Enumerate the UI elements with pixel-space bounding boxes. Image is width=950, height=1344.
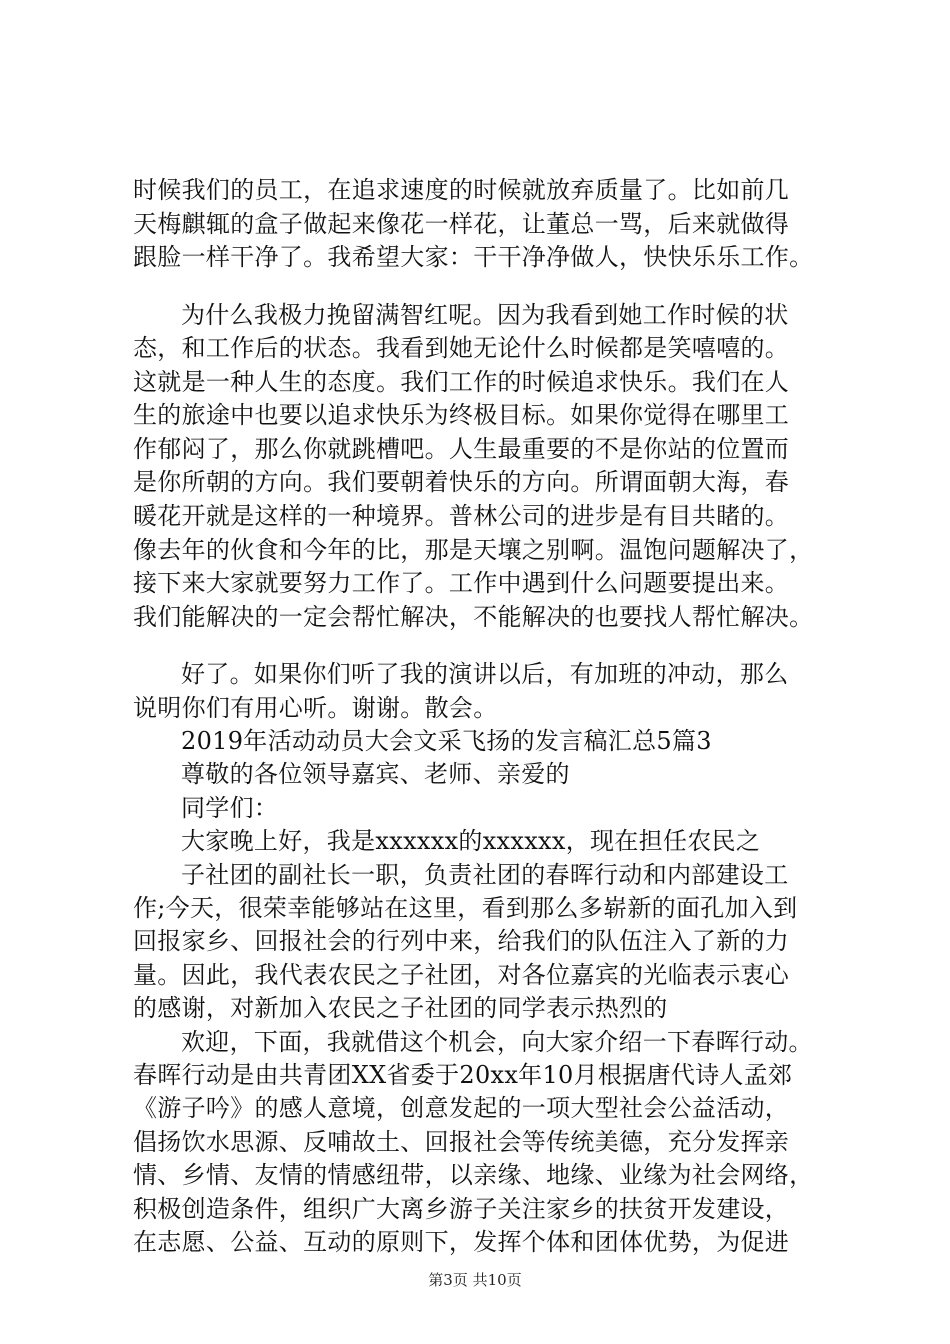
body-text-line: 时候我们的员工，在追求速度的时候就放弃质量了。比如前几	[133, 176, 790, 204]
body-text-line: 作郁闷了，那么你就跳槽吧。人生最重要的不是你站的位置而	[133, 435, 790, 463]
body-text-line: 这就是一种人生的态度。我们工作的时候追求快乐。我们在人	[133, 368, 790, 396]
body-text-line: 的感谢，对新加入农民之子社团的同学表示热烈的	[133, 994, 668, 1022]
body-text-line: 为什么我极力挽留满智红呢。因为我看到她工作时候的状	[181, 301, 789, 329]
body-text-line: 尊敬的各位领导嘉宾、老师、亲爱的	[181, 760, 570, 788]
body-text-line: 回报家乡、回报社会的行列中来，给我们的队伍注入了新的力	[133, 927, 790, 955]
body-text-line: 《游子吟》的感人意境，创意发起的一项大型社会公益活动，	[133, 1094, 790, 1122]
body-text-line: 春晖行动是由共青团XX省委于20xx年10月根据唐代诗人孟郊	[133, 1061, 793, 1089]
section-heading: 2019年活动动员大会文采飞扬的发言稿汇总5篇3	[181, 727, 712, 755]
body-text-line: 在志愿、公益、互动的原则下，发挥个体和团体优势，为促进	[133, 1228, 790, 1256]
body-text-line: 大家晚上好，我是xxxxxx的xxxxxx，现在担任农民之	[181, 827, 761, 855]
body-text-line: 量。因此，我代表农民之子社团，对各位嘉宾的光临表示衷心	[133, 961, 790, 989]
body-text-line: 跟脸一样干净了。我希望大家：干干净净做人，快快乐乐工作。	[133, 243, 814, 271]
body-text-line: 接下来大家就要努力工作了。工作中遇到什么问题要提出来。	[133, 569, 790, 597]
body-text-line: 作;今天，很荣幸能够站在这里，看到那么多崭新的面孔加入到	[133, 894, 798, 922]
body-text-line: 同学们：	[181, 794, 279, 822]
body-text-line: 好了。如果你们听了我的演讲以后，有加班的冲动，那么	[181, 660, 789, 688]
page-number-footer: 第3页 共10页	[428, 1271, 522, 1289]
body-text-line: 天梅麒辄的盒子做起来像花一样花，让董总一骂，后来就做得	[133, 210, 790, 238]
body-text-line: 欢迎，下面，我就借这个机会，向大家介绍一下春晖行动。	[181, 1028, 813, 1056]
body-text-line: 积极创造条件，组织广大离乡游子关注家乡的扶贫开发建设，	[133, 1195, 790, 1223]
body-text-line: 态，和工作后的状态。我看到她无论什么时候都是笑嘻嘻的。	[133, 334, 790, 362]
body-text-line: 倡扬饮水思源、反哺故土、回报社会等传统美德，充分发挥亲	[133, 1128, 790, 1156]
body-text-line: 我们能解决的一定会帮忙解决，不能解决的也要找人帮忙解决。	[133, 603, 814, 631]
body-text-line: 子社团的副社长一职，负责社团的春晖行动和内部建设工	[181, 861, 789, 889]
body-text-line: 情、乡情、友情的情感纽带，以亲缘、地缘、业缘为社会网络，	[133, 1161, 814, 1189]
body-text-line: 是你所朝的方向。我们要朝着快乐的方向。所谓面朝大海，春	[133, 468, 790, 496]
body-text-line: 生的旅途中也要以追求快乐为终极目标。如果你觉得在哪里工	[133, 401, 790, 429]
body-text-line: 像去年的伙食和今年的比，那是天壤之别啊。温饱问题解决了，	[133, 536, 814, 564]
body-text-line: 说明你们有用心听。谢谢。散会。	[133, 694, 498, 722]
body-text-line: 暖花开就是这样的一种境界。普林公司的进步是有目共睹的。	[133, 502, 790, 530]
